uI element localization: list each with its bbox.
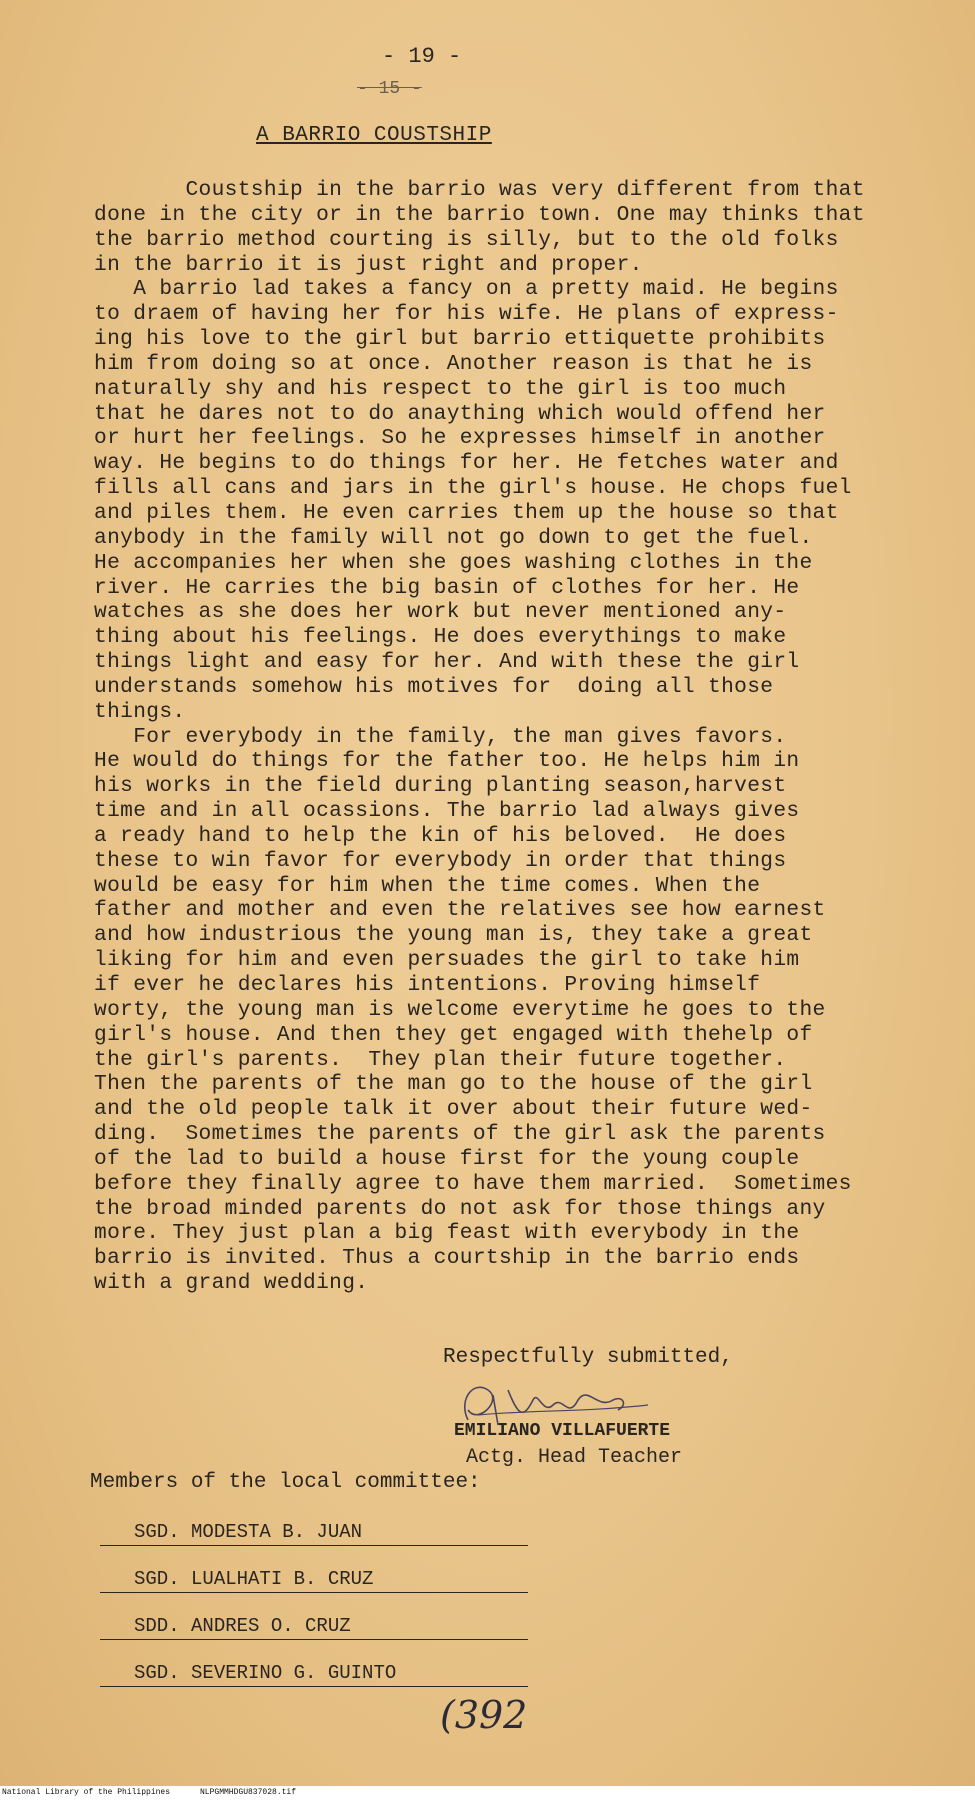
footer-bar (0, 1786, 975, 1800)
body-line: watches as she does her work but never mentioned any- (94, 600, 787, 625)
committee-line (100, 1521, 528, 1546)
body-line: and the old people talk it over about their future wed- (94, 1097, 813, 1122)
body-text (94, 178, 954, 1296)
handwritten-number: (392 (440, 1693, 528, 1737)
committee-member: SGD. SEVERINO G. GUINTO (134, 1662, 397, 1684)
committee-member: SGD. LUALHATI B. CRUZ (134, 1568, 374, 1590)
body-line: that he dares not to do anaything which would offend her (94, 401, 826, 426)
body-line: For everybody in the family, the man gives favors. (94, 724, 787, 749)
body-line: to draem of having her for his wife. He plans of express- (94, 302, 839, 327)
body-line: and how industrious the young man is, they take a great (94, 923, 813, 948)
committee-line (100, 1615, 528, 1640)
body-line: him from doing so at once. Another reason is that he is (94, 351, 813, 376)
footer-library: National Library of the Philippines (2, 1788, 171, 1797)
committee-heading: Members of the local committee: (90, 1471, 481, 1494)
body-line: a ready hand to help the kin of his beloved. He does (94, 823, 787, 848)
body-line: would be easy for him when the time comes. When the (94, 873, 761, 898)
document-title: A BARRIO COUSTSHIP (256, 124, 492, 147)
committee-line (100, 1662, 528, 1687)
committee-member: SDD. ANDRES O. CRUZ (134, 1615, 351, 1637)
body-line: these to win favor for everybody in order that things (94, 848, 787, 873)
committee-member: SGD. MODESTA B. JUAN (134, 1521, 363, 1543)
committee-line (100, 1568, 528, 1593)
body-line: or hurt her feelings. So he expresses himself in another (94, 426, 826, 451)
body-line: if ever he declares his intentions. Proving himself (94, 973, 761, 997)
body-line: the broad minded parents do not ask for those things any (94, 1196, 826, 1221)
signer-title: Actg. Head Teacher (466, 1446, 683, 1469)
page-number: - 19 - (382, 44, 462, 69)
signer-name: EMILIANO VILLAFUERTE (454, 1421, 671, 1441)
body-line: done in the city or in the barrio town. One may thinks that (94, 202, 865, 227)
body-line: way. He begins to do things for her. He fetches water and (94, 451, 839, 476)
body-line: A barrio lad takes a fancy on a pretty maid. He begins (94, 277, 839, 302)
body-line: He would do things for the father too. He helps him in (94, 749, 800, 774)
body-line: naturally shy and his respect to the girl is too much (94, 376, 787, 401)
body-line: understands somehow his motives for doing all those (94, 674, 774, 699)
body-line: his works in the field during planting season,harvest (94, 774, 787, 799)
body-line: before they finally agree to have them married. Sometimes (94, 1171, 852, 1196)
footer-filename: NLPGMMHDGU837028.tif (200, 1788, 297, 1797)
body-line: with a grand wedding. (94, 1271, 369, 1296)
body-line: liking for him and even persuades the girl to take him (94, 948, 800, 973)
body-line: of the lad to build a house first for the young couple (94, 1146, 800, 1171)
body-line: ing his love to the girl but barrio ettiquette prohibits (94, 327, 826, 352)
body-line: time and in all ocassions. The barrio lad always gives (94, 799, 800, 824)
body-line: girl's house. And then they get engaged with thehelp of (94, 1022, 813, 1047)
closing-salutation: Respectfully submitted, (443, 1346, 733, 1369)
body-line: father and mother and even the relatives see how earnest (94, 898, 826, 923)
body-line: and piles them. He even carries them up the house so that (94, 500, 839, 525)
body-line: worty, the young man is welcome everytime he goes to the (94, 997, 826, 1022)
body-line: more. They just plan a big feast with everybody in the (94, 1221, 800, 1246)
body-line: thing about his feelings. He does everythings to make (94, 625, 787, 650)
body-line: in the barrio it is just right and proper. (94, 252, 643, 277)
body-line: the girl's parents. They plan their future together. (94, 1047, 787, 1072)
body-line: ding. Sometimes the parents of the girl ask the parents (94, 1122, 826, 1147)
old-page-number: - 15 - (357, 79, 422, 99)
body-line: things light and easy for her. And with these the girl (94, 650, 800, 675)
body-line: the barrio method courting is silly, but to the old folks (94, 227, 839, 252)
body-line: Coustship in the barrio was very different from that (94, 178, 865, 202)
body-line: fills all cans and jars in the girl's house. He chops fuel (94, 476, 852, 501)
body-line: He accompanies her when she goes washing clothes in the (94, 550, 813, 575)
body-line: barrio is invited. Thus a courtship in the barrio ends (94, 1246, 800, 1271)
body-line: things. (94, 699, 186, 724)
body-line: anybody in the family will not go down to get the fuel. (94, 525, 813, 550)
body-line: river. He carries the big basin of clothes for her. He (94, 575, 800, 600)
body-line: Then the parents of the man go to the house of the girl (94, 1072, 813, 1097)
